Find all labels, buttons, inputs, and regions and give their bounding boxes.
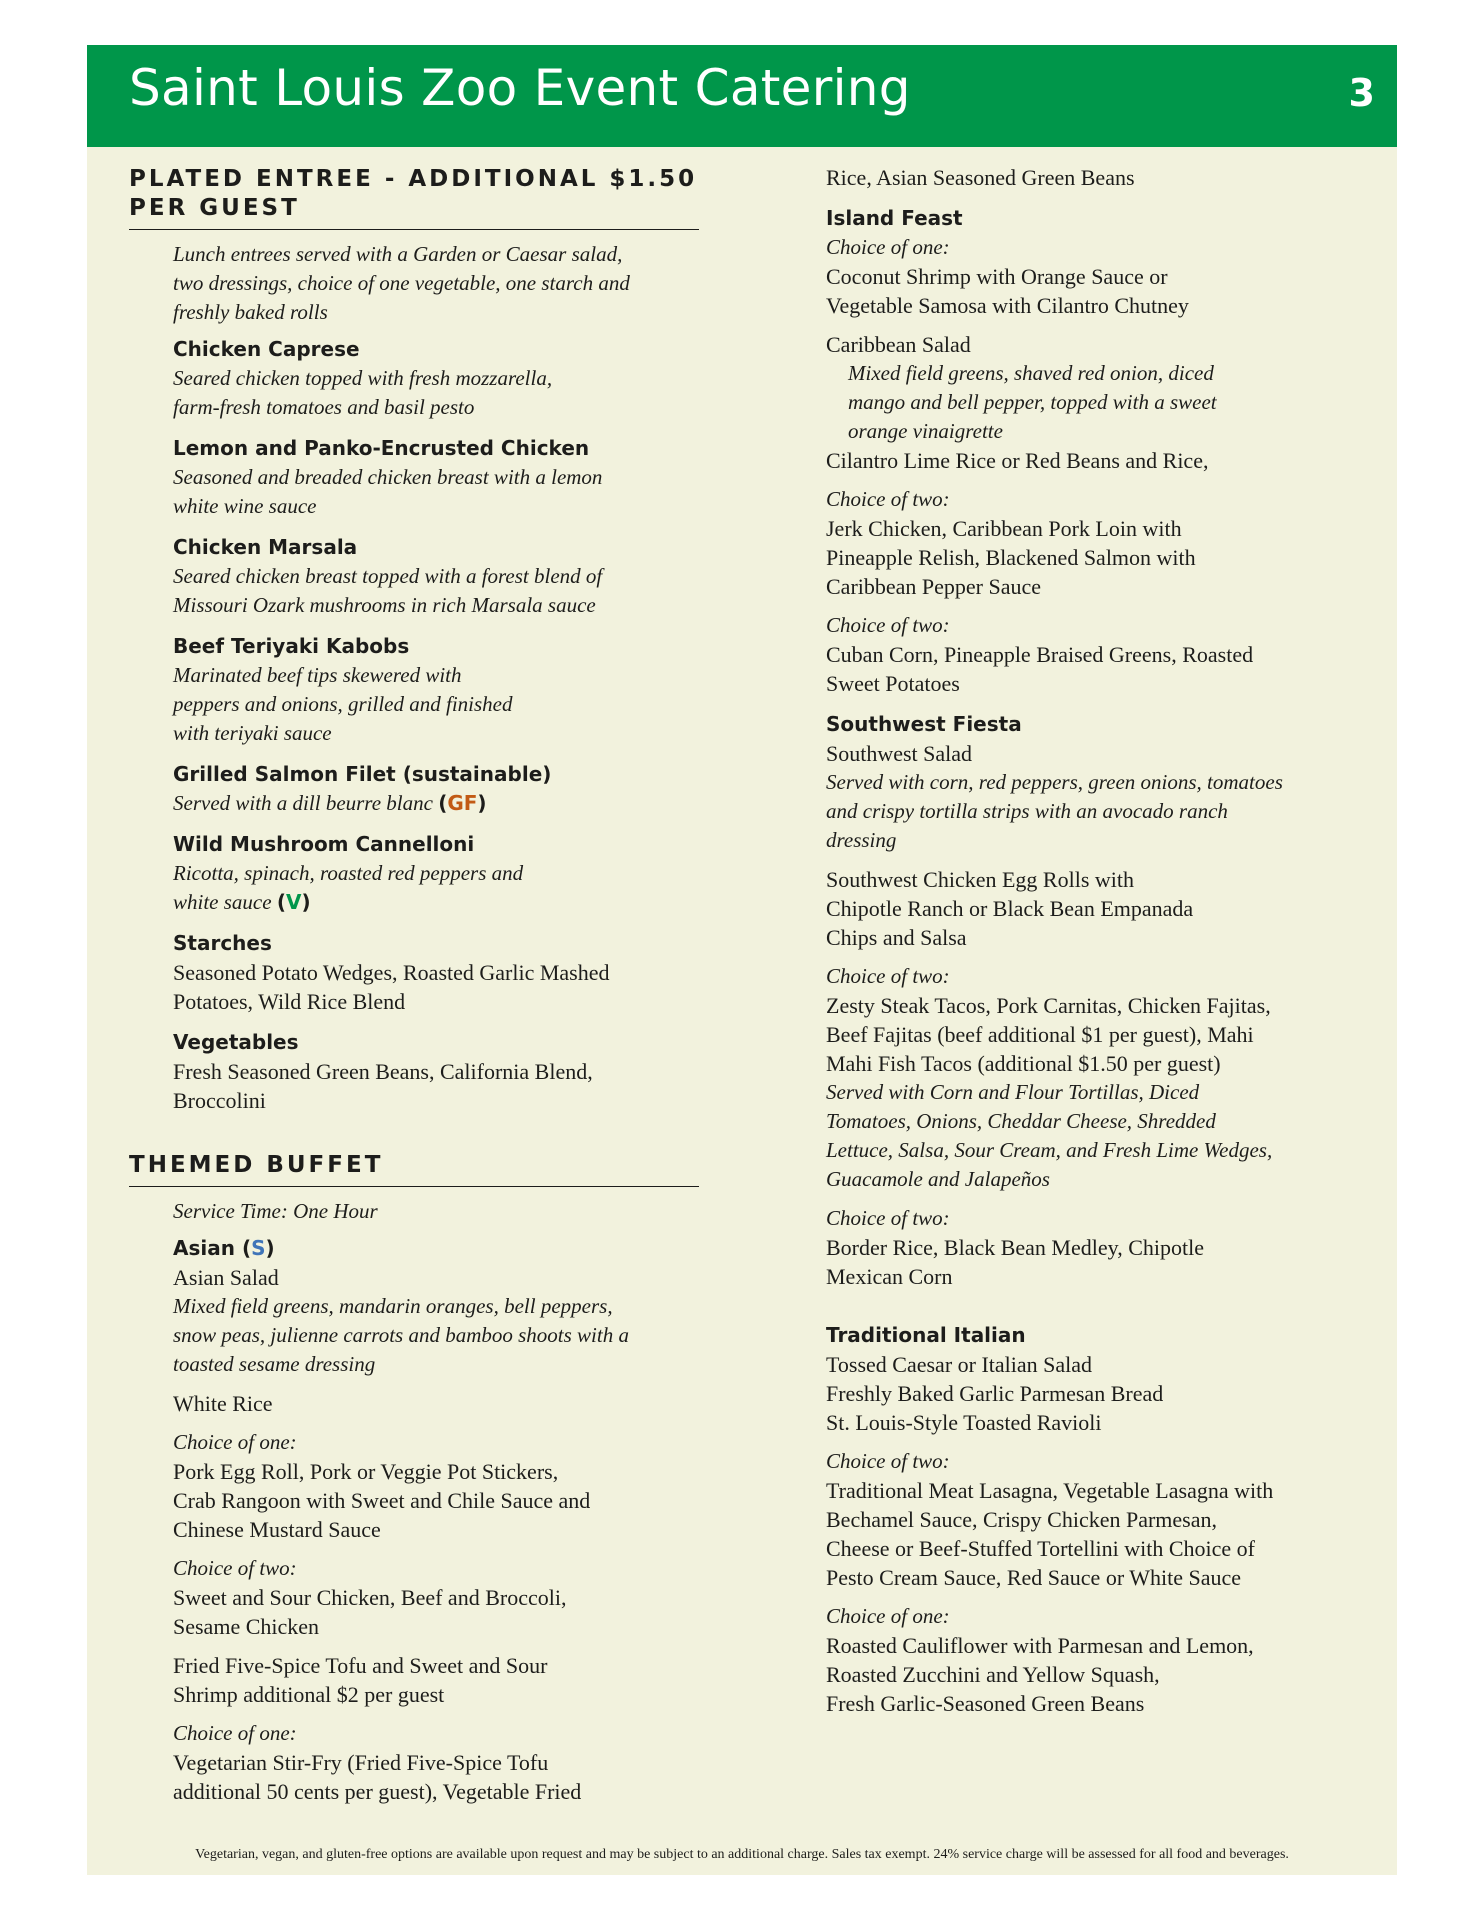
southwest-fiesta-buffet: Southwest Fiesta Southwest Salad Served with corn, red peppers, green onions, tomatoes and crispy tortilla strips with an avocado ranch dressing Southwest Chicken Egg Rolls with Chipotle Ranch or Black Bean Empanada Chips and Salsa Choice of two: Zesty Steak Tacos, Pork Carnitas, Chicken Fajitas, Beef Fajitas (beef additional $1 per guest), Mahi Mahi Fish Tacos (additional $1.50 per guest) Served with Corn and Flour Tortillas, Diced Tomatoes, Onions, Cheddar Cheese, Shredded Lettuce, Salsa, Sour Cream, and Fresh Lime Wedges, Guacamole and Jalapeños Choice of two: Border Rice, Black Bean Medley, Chipotle Mexican Corn xyxy=(826,710,1366,1291)
left-column xyxy=(129,155,699,1806)
item-description: Marinated beef tips skewered with peppers and onions, grilled and finished with teriyaki sauce xyxy=(173,663,513,745)
menu-item xyxy=(173,434,699,521)
item-name: Asian (S) xyxy=(173,1236,275,1260)
item-name: Southwest Fiesta xyxy=(826,712,1022,736)
traditional-italian-buffet: Traditional Italian Tossed Caesar or Italian Salad Freshly Baked Garlic Parmesan Bread St. Louis-Style Toasted Ravioli Choice of two: Traditional Meat Lasagna, Vegetable Lasagna with Bechamel Sauce, Crispy Chicken Parmesan, Cheese or Beef-Stuffed Tortellini with Choice of Pesto Cream Sauce, Red Sauce or White Sauce Choice of one: Roasted Cauliflower with Parmesan and Lemon, Roasted Zucchini and Yellow Squash, Fresh Garlic-Seasoned Green Beans xyxy=(826,1321,1366,1718)
item-description: Seared chicken breast topped with a forest blend of Missouri Ozark mushrooms in rich Marsala sauce xyxy=(173,564,603,617)
right-column xyxy=(826,163,1366,1718)
gluten-free-tag: (GF) xyxy=(438,791,487,815)
menu-item xyxy=(173,632,699,748)
item-name: Chicken Caprese xyxy=(173,337,360,361)
item-name: Island Feast xyxy=(826,206,963,230)
menu-item xyxy=(173,830,699,917)
asian-continued: Rice, Asian Seasoned Green Beans xyxy=(826,165,1135,190)
item-description: Ricotta, spinach, roasted red peppers and white sauce (V) xyxy=(173,861,524,914)
item-name: Grilled Salmon Filet (sustainable) xyxy=(173,762,552,786)
item-name: Beef Teriyaki Kabobs xyxy=(173,634,410,658)
item-name: Lemon and Panko-Encrusted Chicken xyxy=(173,436,590,460)
footer-note: Vegetarian, vegan, and gluten-free options are available upon request and may be subject to an additional charge. Sales tax exempt. 24% service charge will be assessed for all food and beverages. xyxy=(195,1847,1289,1862)
plated-entree-section xyxy=(129,240,699,1115)
menu-item xyxy=(173,760,699,818)
item-description: Seasoned and breaded chicken breast with a lemon white wine sauce xyxy=(173,465,603,518)
menu-item xyxy=(173,533,699,620)
item-description: Served with a dill beurre blanc (GF) xyxy=(173,791,487,815)
item-name: Traditional Italian xyxy=(826,1323,1026,1347)
starches-group: Starches Seasoned Potato Wedges, Roasted Garlic Mashed Potatoes, Wild Rice Blend xyxy=(173,929,699,1016)
sustainable-tag: (S) xyxy=(241,1236,275,1260)
item-name: Vegetables xyxy=(173,1030,299,1054)
service-time: Service Time: One Hour xyxy=(173,1199,378,1223)
page-number: 3 xyxy=(1348,71,1375,115)
item-description: Seared chicken topped with fresh mozzarella, farm-fresh tomatoes and basil pesto xyxy=(173,366,553,419)
menu-item xyxy=(173,335,699,422)
item-name: Starches xyxy=(173,931,272,955)
page-header xyxy=(87,45,1397,147)
page-title: Saint Louis Zoo Event Catering xyxy=(129,59,911,117)
item-name: Wild Mushroom Cannelloni xyxy=(173,832,475,856)
themed-buffet-heading: THEMED BUFFET xyxy=(129,1151,699,1187)
asian-buffet: Asian (S) Asian Salad Mixed field greens, mandarin oranges, bell peppers, snow peas, julienne carrots and bamboo shoots with a toasted sesame dressing White Rice Choice of one: Pork Egg Roll, Pork or Veggie Pot Stickers, Crab Rangoon with Sweet and Chile Sauce and Chinese Mustard Sauce Choice of two: Sweet and Sour Chicken, Beef and Broccoli, Sesame Chicken Fried Five-Spice Tofu and Sweet and Sour Shrimp additional $2 per guest Choice of one: Vegetarian Stir-Fry (Fried Five-Spice Tofu additional 50 cents per guest), Vegetable Fried xyxy=(173,1234,699,1806)
themed-buffet-section xyxy=(129,1197,699,1806)
vegetarian-tag: (V) xyxy=(276,890,311,914)
vegetables-group: Vegetables Fresh Seasoned Green Beans, California Blend, Broccolini xyxy=(173,1028,699,1115)
item-name: Chicken Marsala xyxy=(173,535,358,559)
plated-entree-heading: PLATED ENTREE - ADDITIONAL $1.50 PER GUEST xyxy=(129,165,699,230)
plated-intro: Lunch entrees served with a Garden or Caesar salad, two dressings, choice of one vegetable, one starch and freshly baked rolls xyxy=(173,242,630,324)
island-feast-buffet: Island Feast Choice of one: Coconut Shrimp with Orange Sauce or Vegetable Samosa with Cilantro Chutney Caribbean Salad Mixed field greens, shaved red onion, diced mango and bell pepper, topped with a sweet orange vinaigrette Cilantro Lime Rice or Red Beans and Rice, Choice of two: Jerk Chicken, Caribbean Pork Loin with Pineapple Relish, Blackened Salmon with Caribbean Pepper Sauce Choice of two: Cuban Corn, Pineapple Braised Greens, Roasted Sweet Potatoes xyxy=(826,204,1366,698)
